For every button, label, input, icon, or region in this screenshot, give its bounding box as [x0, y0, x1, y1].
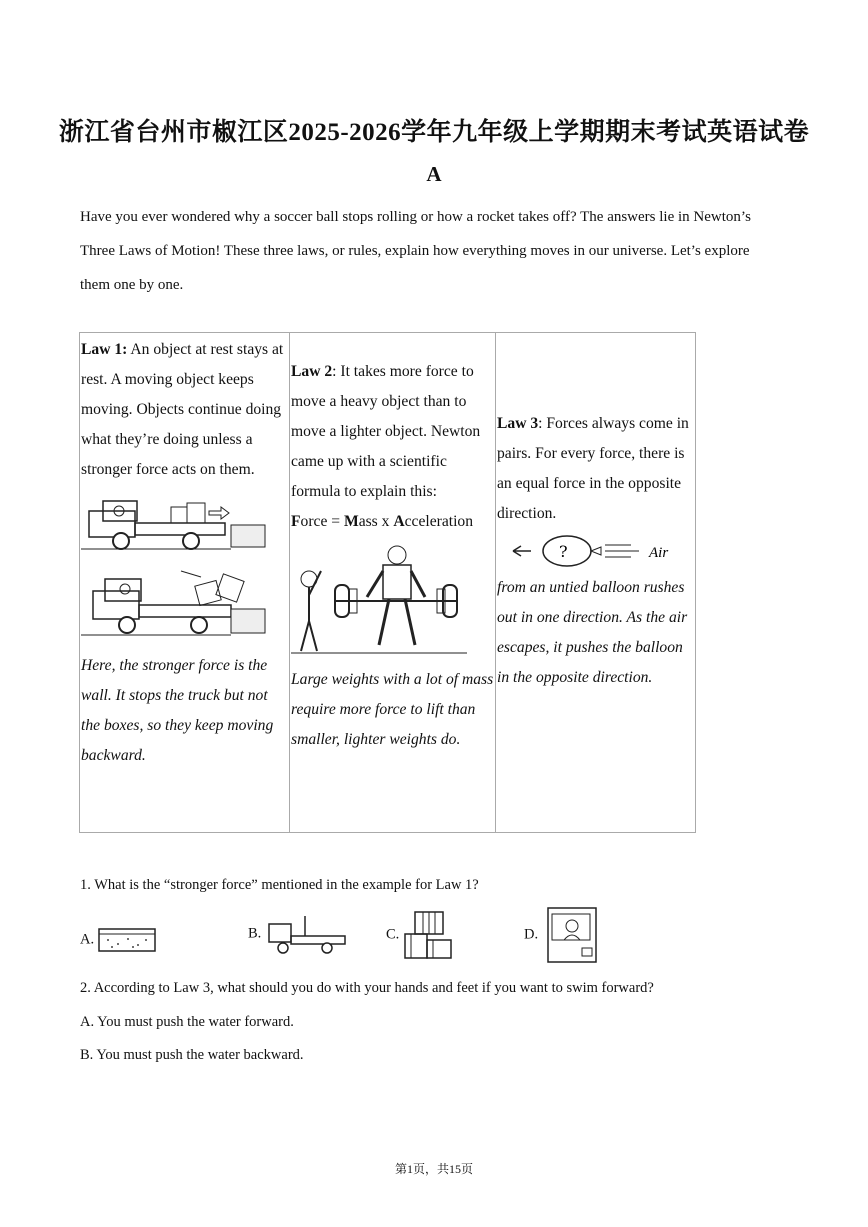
option-b[interactable]	[248, 912, 351, 956]
question-2-option-b[interactable]: B. You must push the water backward.	[80, 1047, 304, 1063]
page-title: 浙江省台州市椒江区2025-2026学年九年级上学期期末考试英语试卷	[58, 119, 810, 146]
law2-label: Law 2	[291, 363, 333, 380]
law3-caption: from an untied balloon rushes out in one direction. As the air escapes, it pushes the balloon in the opposite direction.	[497, 579, 688, 686]
balloon-illustration	[497, 533, 693, 569]
question-1: 1. What is the “stronger force” mentioned in the example for Law 1?	[80, 877, 479, 893]
option-d-letter: D.	[524, 926, 539, 943]
option-a-letter: A.	[80, 931, 95, 948]
option-d[interactable]	[524, 904, 602, 966]
law2-cell	[290, 333, 496, 833]
option-c-letter: C.	[386, 926, 400, 943]
law1-cell	[80, 333, 290, 833]
svg-text:?: ?	[559, 542, 568, 561]
intro-paragraph: Have you ever wondered why a soccer ball stops rolling or how a rocket takes off? The answers lie in Newton’s Three Laws of Motion! These three laws, or rules, explain how everything moves in our universe. Let’s explore them one by one.	[80, 209, 751, 293]
section-heading: A	[426, 162, 442, 186]
wall-icon	[98, 928, 156, 952]
weightlifter-illustration	[291, 541, 487, 661]
driver-icon	[542, 904, 602, 966]
truck-crash-illustration	[81, 561, 271, 647]
option-b-letter: B.	[248, 925, 262, 942]
question-2-option-a[interactable]: A. You must push the water forward.	[80, 1014, 294, 1030]
force-formula: Force = Mass x Acceleration	[291, 513, 473, 530]
law1-caption: Here, the stronger force is the wall. It stops the truck but not the boxes, so they keep moving backward.	[81, 657, 274, 764]
truck-moving-illustration	[81, 489, 271, 557]
law1-label: Law 1:	[81, 341, 128, 358]
air-label: Air	[649, 545, 669, 561]
truck-icon	[265, 912, 351, 956]
law3-label: Law 3	[497, 415, 539, 432]
law2-text: : It takes more force to move a heavy object than to move a lighter object. Newton came up with a scientific formula to explain this:	[291, 363, 481, 500]
law3-cell	[496, 333, 696, 833]
law3-text: : Forces always come in pairs. For every force, there is an equal force in the opposite direction.	[497, 415, 689, 522]
page-footer: 第1页，共15页	[394, 1162, 473, 1176]
boxes-icon	[403, 910, 453, 960]
option-c[interactable]	[386, 910, 453, 960]
law1-text: An object at rest stays at rest. A moving object keeps moving. Objects continue doing what they’re doing unless a stronger force acts on them.	[81, 341, 284, 478]
laws-table	[79, 332, 696, 833]
option-a[interactable]	[80, 928, 156, 952]
question-2: 2. According to Law 3, what should you do with your hands and feet if you want to swim forward?	[80, 980, 654, 996]
law2-caption: Large weights with a lot of mass require more force to lift than smaller, lighter weights do.	[291, 671, 494, 748]
